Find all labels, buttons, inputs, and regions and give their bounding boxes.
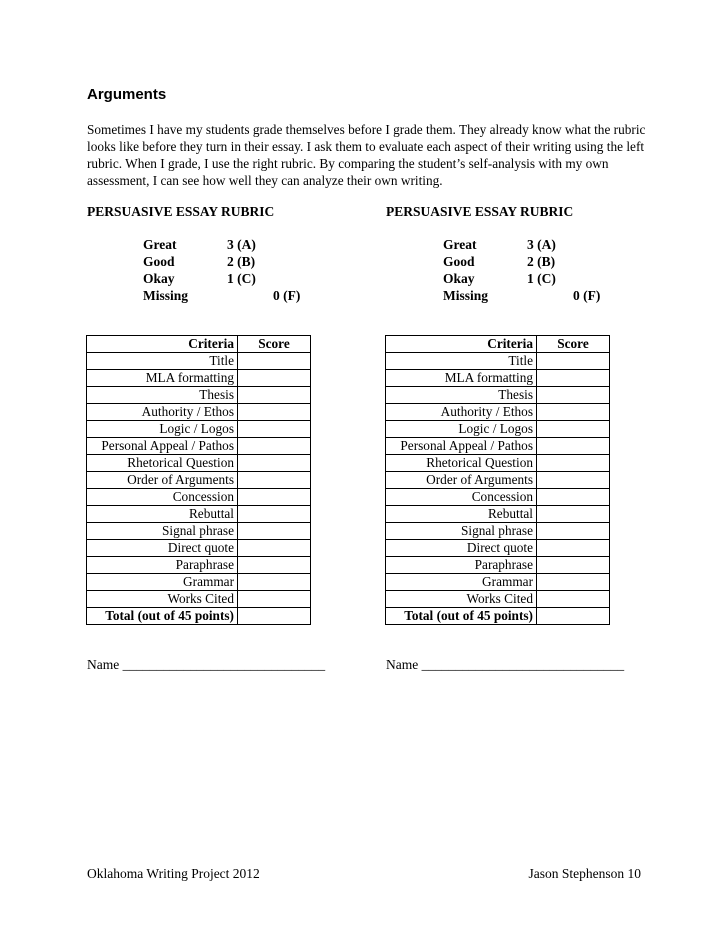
criteria-cell: Total (out of 45 points) xyxy=(87,608,238,625)
criteria-cell: Rebuttal xyxy=(386,506,537,523)
score-cell[interactable] xyxy=(238,574,311,591)
table-row xyxy=(386,489,610,506)
table-row xyxy=(386,472,610,489)
scale-label: Great xyxy=(143,237,177,252)
table-row xyxy=(87,353,311,370)
score-cell[interactable] xyxy=(238,608,311,625)
score-cell[interactable] xyxy=(537,557,610,574)
score-cell[interactable] xyxy=(238,455,311,472)
scale-row xyxy=(143,288,403,305)
table-row xyxy=(386,540,610,557)
table-row xyxy=(386,404,610,421)
criteria-cell: Rebuttal xyxy=(87,506,238,523)
table-header-row xyxy=(386,336,610,353)
criteria-cell: Grammar xyxy=(386,574,537,591)
scale-grade: 3 (A) xyxy=(527,237,556,252)
scale-label: Okay xyxy=(443,271,475,286)
criteria-cell: Concession xyxy=(87,489,238,506)
scale-grade: 0 (F) xyxy=(573,288,601,303)
score-cell[interactable] xyxy=(238,404,311,421)
criteria-cell: Paraphrase xyxy=(386,557,537,574)
scale-row xyxy=(443,237,703,254)
table-row xyxy=(386,591,610,608)
score-cell[interactable] xyxy=(537,421,610,438)
criteria-cell: Rhetorical Question xyxy=(386,455,537,472)
score-cell[interactable] xyxy=(537,489,610,506)
scale-label: Good xyxy=(143,254,175,269)
left-rubric-table xyxy=(86,335,311,625)
scale-label: Great xyxy=(443,237,477,252)
score-cell[interactable] xyxy=(537,591,610,608)
score-cell[interactable] xyxy=(537,523,610,540)
criteria-cell: Title xyxy=(386,353,537,370)
scale-label: Good xyxy=(443,254,475,269)
scale-row xyxy=(443,271,703,288)
section-heading: Arguments xyxy=(87,86,167,103)
score-cell[interactable] xyxy=(238,540,311,557)
table-row xyxy=(386,387,610,404)
criteria-cell: Authority / Ethos xyxy=(386,404,537,421)
scale-row xyxy=(443,254,703,271)
table-row xyxy=(386,557,610,574)
scale-row xyxy=(143,271,403,288)
name-label: Name xyxy=(386,657,419,672)
criteria-cell: Grammar xyxy=(87,574,238,591)
score-cell[interactable] xyxy=(238,506,311,523)
table-row xyxy=(87,472,311,489)
scale-row xyxy=(143,254,403,271)
score-cell[interactable] xyxy=(238,591,311,608)
left-rubric-title: PERSUASIVE ESSAY RUBRIC xyxy=(87,204,275,219)
criteria-cell: Authority / Ethos xyxy=(87,404,238,421)
score-cell[interactable] xyxy=(537,353,610,370)
score-cell[interactable] xyxy=(238,489,311,506)
table-total-row xyxy=(386,608,610,625)
criteria-cell: Criteria xyxy=(87,336,238,353)
criteria-cell: Thesis xyxy=(87,387,238,404)
score-cell[interactable] xyxy=(238,387,311,404)
criteria-cell: Order of Arguments xyxy=(87,472,238,489)
table-row xyxy=(87,421,311,438)
table-row xyxy=(386,438,610,455)
score-cell[interactable] xyxy=(238,370,311,387)
scale-label: Missing xyxy=(143,288,189,303)
criteria-cell: Concession xyxy=(386,489,537,506)
table-header-row xyxy=(87,336,311,353)
score-cell[interactable] xyxy=(238,472,311,489)
table-row xyxy=(386,523,610,540)
criteria-cell: Direct quote xyxy=(87,540,238,557)
criteria-cell: Works Cited xyxy=(386,591,537,608)
criteria-cell: Criteria xyxy=(386,336,537,353)
criteria-cell: Personal Appeal / Pathos xyxy=(87,438,238,455)
scale-label: Missing xyxy=(443,288,489,303)
scale-row xyxy=(443,288,703,305)
left-rubric-body xyxy=(87,336,311,625)
scale-label: Okay xyxy=(143,271,175,286)
right-rubric-title: PERSUASIVE ESSAY RUBRIC xyxy=(386,204,574,219)
scale-grade: 2 (B) xyxy=(527,254,556,269)
table-row xyxy=(87,540,311,557)
score-cell[interactable] xyxy=(238,557,311,574)
footer-left: Oklahoma Writing Project 2012 xyxy=(87,866,260,881)
score-cell[interactable] xyxy=(537,370,610,387)
table-row xyxy=(87,404,311,421)
criteria-cell: Signal phrase xyxy=(87,523,238,540)
score-cell[interactable] xyxy=(537,404,610,421)
criteria-cell: Works Cited xyxy=(87,591,238,608)
scale-grade: 1 (C) xyxy=(527,271,556,286)
criteria-cell: MLA formatting xyxy=(87,370,238,387)
table-row xyxy=(386,455,610,472)
table-row xyxy=(87,438,311,455)
table-row xyxy=(87,591,311,608)
scale-grade: 2 (B) xyxy=(227,254,256,269)
score-header: Score xyxy=(238,336,311,353)
table-row xyxy=(87,455,311,472)
table-row xyxy=(87,370,311,387)
right-name-line xyxy=(386,657,624,673)
score-header: Score xyxy=(537,336,610,353)
right-rubric-table xyxy=(385,335,610,625)
criteria-cell: MLA formatting xyxy=(386,370,537,387)
table-row xyxy=(87,557,311,574)
scale-grade: 0 (F) xyxy=(273,288,301,303)
table-row xyxy=(87,506,311,523)
score-cell[interactable] xyxy=(238,421,311,438)
table-row xyxy=(87,523,311,540)
name-blank[interactable]: ______________________________ xyxy=(122,657,326,672)
criteria-cell: Direct quote xyxy=(386,540,537,557)
criteria-cell: Personal Appeal / Pathos xyxy=(386,438,537,455)
criteria-cell: Title xyxy=(87,353,238,370)
intro-paragraph: Sometimes I have my students grade themselves before I grade them. They already know what the rubric looks like before they turn in their essay. I ask them to evaluate each aspect of their writing using the left rubric. When I grade, I use the right rubric. By comparing the student’s self-analysis with my own assessment, I can see how well they can analyze their own writing. xyxy=(87,122,646,188)
name-label: Name xyxy=(87,657,120,672)
table-total-row xyxy=(87,608,311,625)
score-cell[interactable] xyxy=(238,353,311,370)
left-grade-scale xyxy=(143,237,403,305)
score-cell[interactable] xyxy=(537,608,610,625)
table-row xyxy=(87,574,311,591)
score-cell[interactable] xyxy=(238,523,311,540)
footer-right: Jason Stephenson 10 xyxy=(528,866,641,881)
table-row xyxy=(386,574,610,591)
left-name-line xyxy=(87,657,325,673)
score-cell[interactable] xyxy=(537,455,610,472)
table-row xyxy=(386,506,610,523)
right-rubric-body xyxy=(386,336,610,625)
score-cell[interactable] xyxy=(537,438,610,455)
right-grade-scale xyxy=(443,237,703,305)
criteria-cell: Logic / Logos xyxy=(386,421,537,438)
table-row xyxy=(386,353,610,370)
criteria-cell: Signal phrase xyxy=(386,523,537,540)
score-cell[interactable] xyxy=(537,387,610,404)
table-row xyxy=(386,421,610,438)
score-cell[interactable] xyxy=(537,574,610,591)
scale-row xyxy=(143,237,403,254)
scale-grade: 3 (A) xyxy=(227,237,256,252)
table-row xyxy=(87,387,311,404)
criteria-cell: Rhetorical Question xyxy=(87,455,238,472)
criteria-cell: Order of Arguments xyxy=(386,472,537,489)
criteria-cell: Paraphrase xyxy=(87,557,238,574)
criteria-cell: Thesis xyxy=(386,387,537,404)
name-blank[interactable]: ______________________________ xyxy=(421,657,625,672)
score-cell[interactable] xyxy=(537,540,610,557)
score-cell[interactable] xyxy=(238,438,311,455)
criteria-cell: Logic / Logos xyxy=(87,421,238,438)
score-cell[interactable] xyxy=(537,506,610,523)
criteria-cell: Total (out of 45 points) xyxy=(386,608,537,625)
table-row xyxy=(386,370,610,387)
scale-grade: 1 (C) xyxy=(227,271,256,286)
table-row xyxy=(87,489,311,506)
score-cell[interactable] xyxy=(537,472,610,489)
